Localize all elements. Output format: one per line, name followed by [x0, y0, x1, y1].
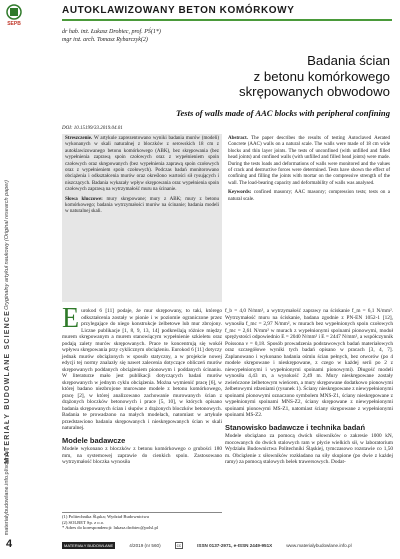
abstract-pl-text: W artykule zaprezentowano wyniki badania murów (modeli) wykonanych w skali naturalnej z bloczków z serowskich 18 cm z autoklawizowanego betonu komórkowego (ABK), bez skrępowania (bez wypełnienia zaprawą spoin czołowych oraz z wypełnieniem spoin czołowych oraz skrępowanych (bez wypełnienia zaprawą spoin czołowych oraz z wypełnieniem spoin czołowych). Podczas badań monitorowano obciążenia i odkształcenia murów oraz określono wartości sił rysujących i niszczących. Badania wykazały wpływ skrępowania oraz wypełnienia spoin czołowych zaprawą na wytrzymałość muru na ścinanie. — [65, 136, 219, 193]
abstract-pl-label: Streszczenie. — [65, 136, 93, 141]
intro-paragraph: urokod 6 [11] podaje, że mur skrępowany, to taki, którego odkształcenia zostały w pionie i w poziomie ograniczone przez przylegające do niego konstrukcje żelbetowe lub mur zbrojony. Liczne publikacje [1, 8, 9, 13, 14] podkreślają różnice między murem skrępowanym a murem stanowiącym wypełnienie szkieletu oraz podają zalety murów skrępowanych. Prace te koncentrują się wokół wpływu skrępowania przy cyklicznym obciążeniu. Eurokod 6 [11] dotyczy jednak murów obciążonych w sposób statyczny, a w projekcie nowej edycji tej normy znalazły się nawet zalecenia dotyczące obliczeń murów skrępowanych poddanych obciążeniem pionowym i poddanych ścinaniu. W literaturze mało jest publikacji dotyczących badań murów skrępowanych w jednym cyklu obciążenia. Można wymienić pracę [6], w której badano niezbrojone murowane modele z betonu komórkowego, pracę [2], w której analizowano zachowanie murowanych ścian z drążonych bloczków betonowych i prace [5, 10], w których opisano badania skrępowanych ścian i słupów z drążonych bloczków betonowych. Badania te prowadzono na małych modelach, natomiast w artykule przedstawiono badania skrępowanych i nieskrępowanych ścian w skali naturalnej. — [62, 308, 222, 431]
section-title: Stanowisko badawcze i technika badań — [225, 422, 366, 432]
footnote: * Adres do korespondencji: lukasz.drobiec@polsl.pl — [62, 525, 159, 531]
title-line: z betonu komórkowego — [253, 68, 390, 84]
page-footer — [0, 538, 400, 558]
section-paragraph: Modele obciążano za pomocą dwóch siłowników o zakresie 1000 kN, mocowanych do dwóch stalowych ram w płycie wielkich sił, w laboratorium Wydziału Budownictwa Politechniki Śląskiej, tymczasowo rozstawie co 1,50 m. Obciążenie z siłowników rozkładano na siły skupione (po dwie z każdej ramy) za pomocą stalowych belek trawersowych. Dodat- — [225, 433, 393, 465]
footer-url[interactable]: www.materialybudowlane.info.pl — [286, 543, 352, 548]
journal-badge: MATERIAŁY BUDOWLANE — [64, 543, 114, 548]
abstract-en-label: Abstract. — [228, 136, 248, 141]
abstract-english — [225, 134, 393, 302]
issn: ISSN 0137-2971, e-ISSN 2449-951X — [197, 543, 273, 548]
header-divider — [62, 19, 392, 21]
article-subtitle: Tests of walls made of AAC blocks with peripheral confining — [176, 108, 390, 118]
sidebar-url: materialybudowlane.info.pl/science — [4, 450, 10, 536]
title-line: Badania ścian — [307, 53, 390, 68]
section-paragraph: Modele wykonano z bloczków z betonu komórkowego o grubości 180 mm, na systemowej zaprawie do cienkich spoin. Zastosowano wytrzymałość bloczka wynosiła — [62, 446, 222, 465]
issue-number: 4/2019 (nr 560) — [129, 543, 161, 548]
sidebar — [0, 0, 20, 559]
keywords-pl-text: mury skrępowane; mury z ABK; mury z betonu komórkowego; badania wytrzymałości murów na ścinanie; badania modeli w naturalnej skali. — [65, 196, 219, 215]
footnotes — [62, 512, 222, 531]
sepb-logo-icon — [4, 3, 24, 27]
svg-text:SEPB: SEPB — [7, 21, 21, 27]
sidebar-journal-name: MATERIAŁY BUDOWLANE SCIENCE — [4, 310, 11, 464]
journal-section-header: AUTOKLAWIZOWANY BETON KOMÓRKOWY — [62, 5, 295, 16]
footnote: (2) SOLBET Sp. z o.o. — [62, 519, 105, 525]
drop-cap: E — [62, 303, 80, 334]
license-icon: cc — [176, 543, 182, 548]
authors — [62, 29, 161, 44]
keywords-en — [228, 190, 390, 203]
body-column-1 — [62, 303, 222, 466]
doi: DOI: 10.15199/33.2019.04.01 — [62, 126, 123, 131]
sidebar-paper-type: Oryginalny artykuł naukowy (Original research paper) — [4, 180, 10, 310]
abstract-en-text: The paper describes the results of testing Autoclaved Aerated Concrete (AAC) walls on a natural scale. The walls were made of 18 cm wide blocks and thin layer joints. The tests of unconfined (with unfilled and filled head joints) and confined walls (with unfilled and filled head joints) were made. During the tests loads and deformations of walls were monitored and the values of crack and destructive forces were determined. Tests have shown the effect of confining and filling the joints with mortar on the compressive strength of the wall. The load-bearing capacity and deformability of walls was analysed. — [228, 136, 390, 186]
body-paragraph: f_b = 4,0 N/mm², a wytrzymałość zaprawy na ściskanie f_m = 6,1 N/mm². Wytrzymałość muru na ściskanie, badana zgodnie z PN-EN 1052-1 [12], wynosiła f_mc = 2,97 N/mm², w murach bez wypełnionych spoin czołowych f_mc = 2,61 N/mm² w murach z wypełnionymi spoinami pionowymi, moduł sprężystości odpowiednio E = 2040 N/mm² i E = 2447 N/mm², a współczynnik Poissona ν = 0,18. Sposób prowadzenia podstawowych badań materiałowych oraz szczegółowe wyniki tych badań opisano w pracach [3, 4, 7]. Zaplanowano i wykonano badania ośmiu ścian pełnych, bez otworów (po 4 modele skrępowane i nieskrępowane, z czego w każdej serii po 2 z niewypełnionymi i wypełnionymi spoinami pionowymi). Długość modeli wynosiła 4,43 m, a wysokość 2,49 m. Mury nieskrępowane zostały zwieńczone żelbetowym wieńcem, a mury skrępowane dodatkowo pionowymi żelbetowymi rdzeniami (rysunek 1). Ściany nieskrępowane z niewypełnionymi spoinami pionowymi oznaczono symbolem MNS-Z1, ściany nieskrępowane z wypełnionymi spoinami MNS-Z2, ściany skrępowane z niewypełnionymi spoinami pionowymi MS-Z1, natomiast ściany skrępowane z wypełnionymi spoinami MS-Z2. — [225, 308, 393, 418]
keywords-pl-label: Słowa kluczowe: — [65, 196, 103, 202]
article-title — [239, 53, 390, 100]
footer-info — [62, 542, 392, 549]
section-title: Modele badawcze — [62, 435, 126, 445]
title-line: skrępowanych obwodowo — [238, 84, 390, 99]
keywords-en-label: Keywords: — [228, 190, 252, 196]
body-column-2 — [225, 308, 393, 466]
footnote: (1) Politechnika Śląska; Wydział Budownictwa — [62, 514, 149, 519]
author-1: dr hab. inż. Łukasz Drobiec, prof. PŚ(1*) — [62, 29, 161, 35]
keywords-pl — [65, 197, 219, 216]
abstract-polish — [62, 134, 222, 302]
author-2: mgr inż. arch. Tomasz Rybarczyk(2) — [62, 36, 148, 43]
keywords-en-text: confined masonry; AAC masonry; compression tests; tests on a natural scale. — [228, 190, 391, 202]
page-number: 4 — [6, 538, 13, 550]
